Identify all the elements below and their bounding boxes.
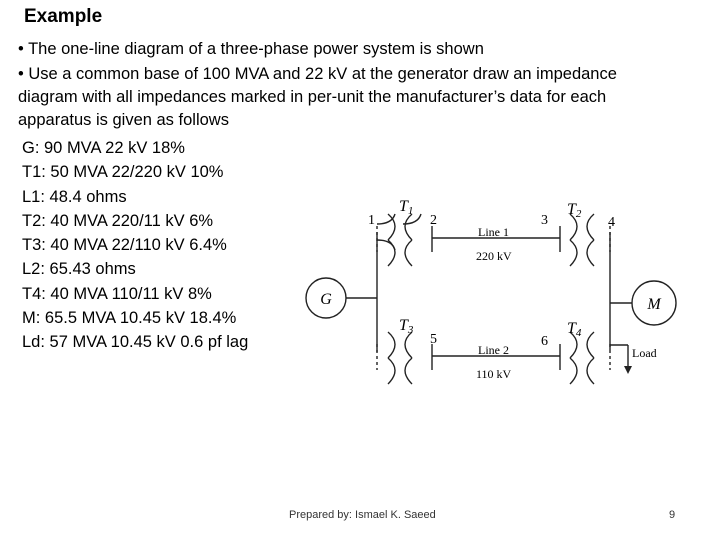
- t3-transformer-symbol: [388, 332, 412, 384]
- line2-name: Line 2: [478, 343, 509, 357]
- bullet-diagram-intro: • The one-line diagram of a three-phase power system is shown: [18, 40, 484, 58]
- bus6-label: 6: [541, 334, 548, 349]
- slide-title: Example: [24, 6, 103, 27]
- page-number: 9: [669, 509, 676, 521]
- generator-label: G: [320, 291, 332, 308]
- t4-label: T4: [567, 320, 582, 339]
- t4-transformer-symbol: [570, 332, 594, 384]
- one-line-diagram: [300, 190, 680, 390]
- bus1-label: 1: [368, 213, 375, 228]
- spec-t2: T2: 40 MVA 220/11 kV 6%: [22, 211, 214, 230]
- spec-motor: M: 65.5 MVA 10.45 kV 18.4%: [22, 309, 237, 328]
- spec-l2: L2: 65.43 ohms: [22, 260, 136, 279]
- t1-transformer-symbol: [377, 214, 421, 266]
- spec-generator: G: 90 MVA 22 kV 18%: [22, 139, 185, 157]
- footer-prepared-by: Prepared by: Ismael K. Saeed: [289, 509, 436, 521]
- bus2-label: 2: [430, 213, 437, 228]
- line1-voltage: 220 kV: [476, 249, 512, 263]
- t1-label: T1: [399, 198, 414, 217]
- spec-l1: L1: 48.4 ohms: [22, 187, 127, 206]
- spec-t3: T3: 40 MVA 22/110 kV 6.4%: [22, 236, 227, 255]
- bullet-task: • Use a common base of 100 MVA and 22 kV at the generator draw an impedance diagram with all impedances marked in per-unit the manufacturer’s data for each apparatus is given as follows: [18, 65, 617, 129]
- apparatus-data-list: [22, 136, 248, 355]
- load-arrow-head: [624, 366, 632, 374]
- line1-name: Line 1: [478, 225, 509, 239]
- t3-label: T3: [399, 317, 414, 336]
- spec-t4: T4: 40 MVA 110/11 kV 8%: [22, 284, 212, 303]
- motor-label: M: [647, 296, 661, 313]
- spec-load: Ld: 57 MVA 10.45 kV 0.6 pf lag: [22, 333, 249, 352]
- t2-label: T2: [567, 201, 582, 220]
- spec-t1: T1: 50 MVA 22/220 kV 10%: [22, 163, 224, 182]
- load-label: Load: [632, 346, 657, 360]
- line2-voltage: 110 kV: [476, 367, 512, 381]
- t2-transformer-symbol: [570, 214, 594, 266]
- bus3-label: 3: [541, 213, 548, 228]
- bus5-label: 5: [430, 332, 437, 347]
- bus4-label: 4: [608, 215, 615, 230]
